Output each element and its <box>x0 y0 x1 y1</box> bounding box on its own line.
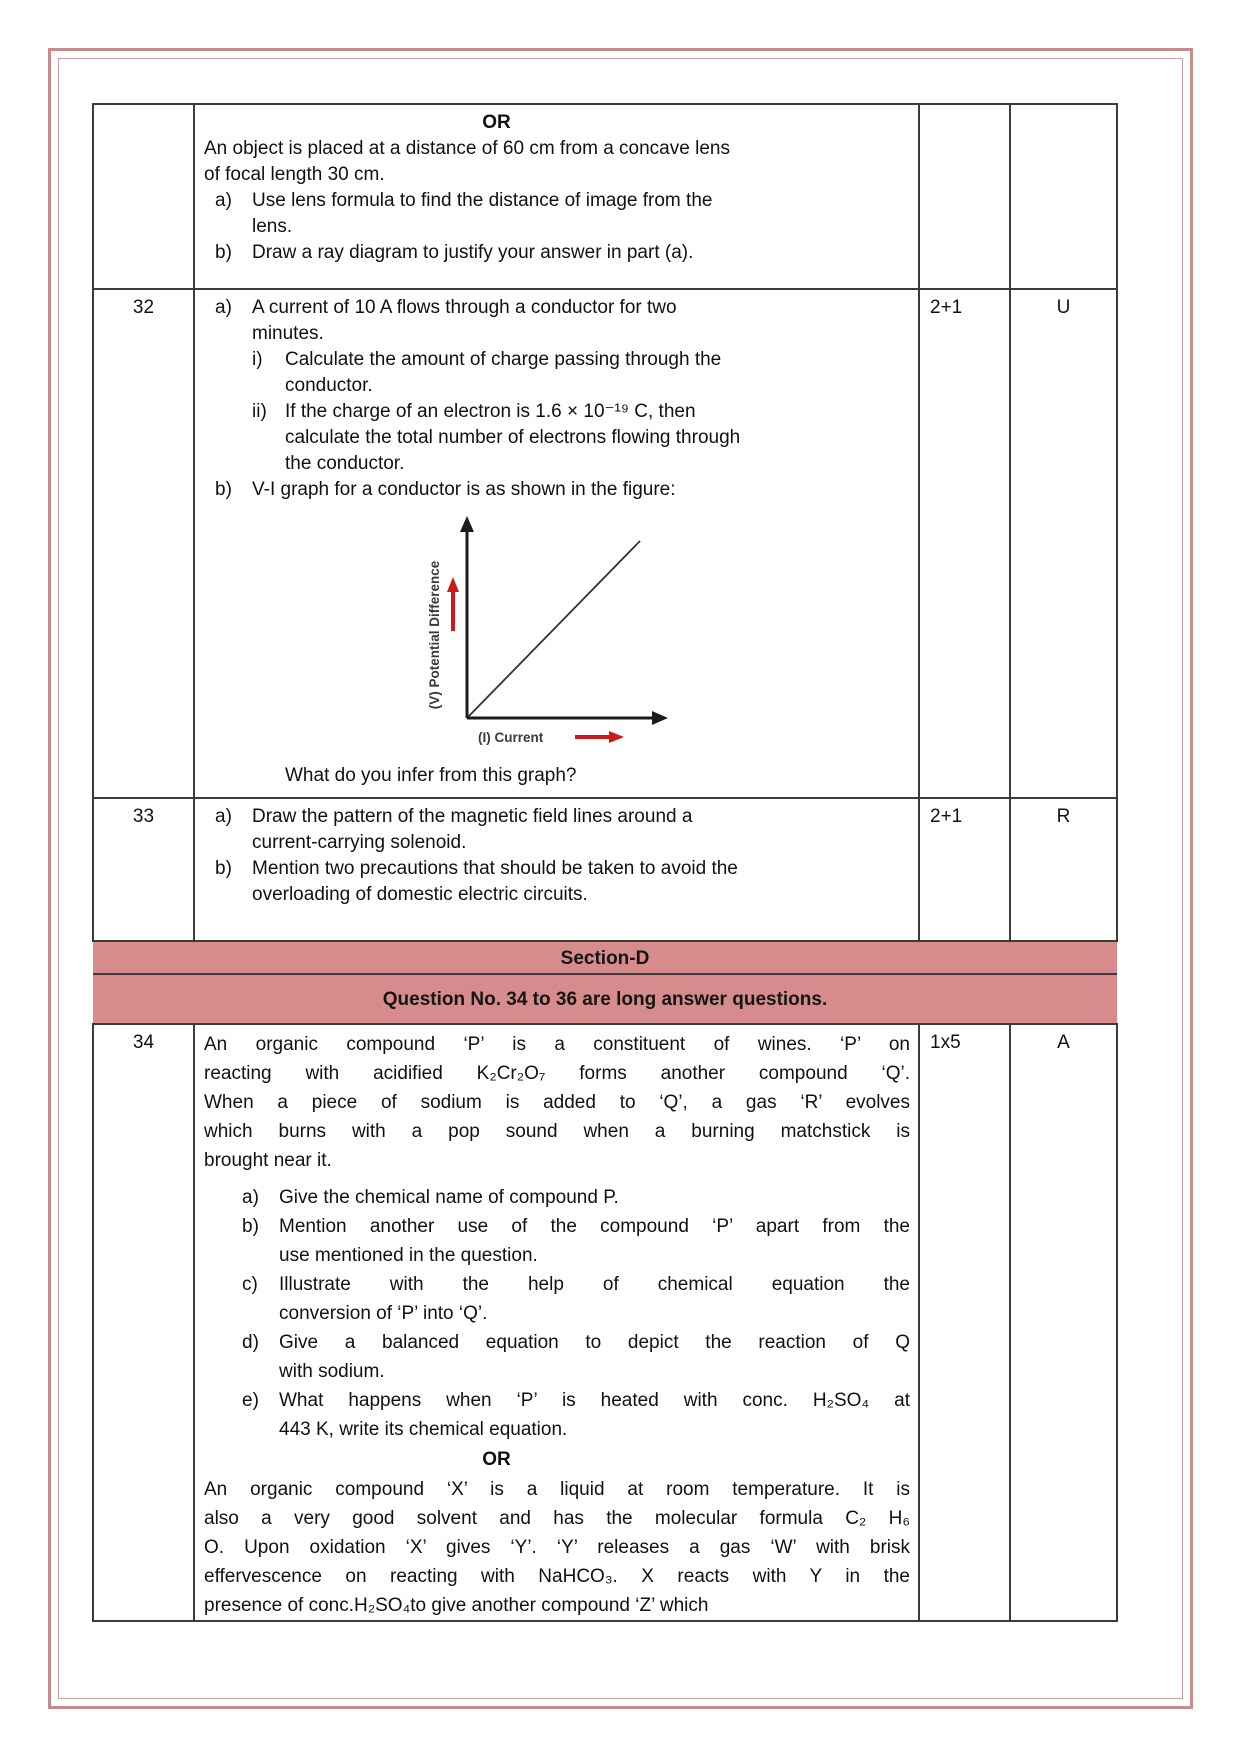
question-text-cell <box>194 1024 919 1621</box>
text-line: Illustrate with the help of chemical equation the <box>279 1274 910 1295</box>
text-line: Give the chemical name of compound P. <box>279 1187 619 1208</box>
question-text-cell <box>194 798 919 941</box>
list-item-a <box>204 804 910 856</box>
marks-cell: 1x5 <box>919 1024 1010 1621</box>
closing-question: What do you infer from this graph? <box>285 765 577 786</box>
text-line: Calculate the amount of charge passing through the <box>285 349 722 370</box>
text-line: When a piece of sodium is added to ‘Q’, a gas ‘R’ evolves <box>204 1092 910 1113</box>
text-line: the conductor. <box>285 453 405 474</box>
competency-cell: U <box>1010 289 1117 798</box>
red-right-arrow-head-icon <box>609 731 624 743</box>
question-number-cell: 34 <box>93 1024 194 1621</box>
section-title: Section-D <box>93 941 1117 974</box>
alternative-question <box>204 1475 910 1620</box>
text-line: Draw a ray diagram to justify your answer in part (a). <box>252 242 694 263</box>
question-number-cell: 32 <box>93 289 194 798</box>
table-row-q33 <box>93 798 1117 941</box>
item-label: b) <box>215 242 232 263</box>
competency-cell: A <box>1010 1024 1117 1621</box>
list-item-a <box>204 295 910 347</box>
text-line: Draw the pattern of the magnetic field lines around a <box>252 806 693 827</box>
item-label: a) <box>215 190 232 211</box>
question-text-cell <box>194 289 919 798</box>
table-row-q31-or <box>93 104 1117 289</box>
text-line: Give a balanced equation to depict the reaction of Q <box>279 1332 910 1353</box>
item-label: e) <box>242 1390 259 1411</box>
text-line: Use lens formula to find the distance of image from the <box>252 190 713 211</box>
list-item-e <box>204 1386 910 1444</box>
item-label: b) <box>242 1216 259 1237</box>
list-item-b <box>204 240 910 266</box>
section-subtitle: Question No. 34 to 36 are long answer questions. <box>93 974 1117 1024</box>
marks-cell: 2+1 <box>919 289 1010 798</box>
text-line: Mention another use of the compound ‘P’ apart from the <box>279 1216 910 1237</box>
marks-cell <box>919 104 1010 289</box>
text-line: Mention two precautions that should be taken to avoid the <box>252 858 738 879</box>
text-line: use mentioned in the question. <box>279 1245 538 1266</box>
question-number-cell: 33 <box>93 798 194 941</box>
y-axis-arrow-icon <box>460 516 474 532</box>
sub-item-i <box>204 347 910 399</box>
item-label: a) <box>215 806 232 827</box>
text-line: An organic compound ‘X’ is a liquid at room temperature. It is <box>204 1479 910 1500</box>
item-label: b) <box>215 858 232 879</box>
item-label: ii) <box>252 401 267 422</box>
text-line: V-I graph for a conductor is as shown in the figure: <box>252 479 676 500</box>
text-line: 443 K, write its chemical equation. <box>279 1419 568 1440</box>
question-intro <box>204 1030 910 1175</box>
text-line: What happens when ‘P’ is heated with conc. H₂SO₄ at <box>279 1390 910 1411</box>
text-line: current-carrying solenoid. <box>252 832 467 853</box>
text-line: An object is placed at a distance of 60 cm from a concave lens <box>204 138 730 159</box>
question-intro <box>204 136 910 188</box>
sub-item-ii <box>204 399 910 477</box>
text-line: reacting with acidified K₂Cr₂O₇ forms another compound ‘Q’. <box>204 1063 910 1084</box>
item-label: i) <box>252 349 263 370</box>
x-axis-label: (I) Current <box>478 730 544 745</box>
text-line: An organic compound ‘P’ is a constituent of wines. ‘P’ on <box>204 1034 910 1055</box>
vi-line <box>467 541 640 718</box>
item-label: b) <box>215 479 232 500</box>
or-separator: OR <box>482 1449 511 1470</box>
section-banner-row <box>93 941 1117 974</box>
vi-graph-figure <box>410 513 910 759</box>
question-text-cell <box>194 104 919 289</box>
table-row-q32 <box>93 289 1117 798</box>
text-line: conversion of ‘P’ into ‘Q’. <box>279 1303 488 1324</box>
table-row-q34 <box>93 1024 1117 1621</box>
marks-cell: 2+1 <box>919 798 1010 941</box>
spacer <box>204 1175 910 1183</box>
item-label: a) <box>215 297 232 318</box>
red-up-arrow-head-icon <box>447 577 459 592</box>
text-line: calculate the total number of electrons flowing through <box>285 427 741 448</box>
text-line: conductor. <box>285 375 373 396</box>
text-line: overloading of domestic electric circuits. <box>252 884 588 905</box>
item-label: a) <box>242 1187 259 1208</box>
list-item-c <box>204 1270 910 1328</box>
text-line: lens. <box>252 216 293 237</box>
question-table <box>92 103 1118 1622</box>
x-axis-arrow-icon <box>652 711 668 725</box>
list-item-d <box>204 1328 910 1386</box>
text-line: If the charge of an electron is 1.6 × 10⁻¹⁹ C, then <box>285 401 696 422</box>
or-separator: OR <box>482 112 511 133</box>
list-item-b <box>204 1212 910 1270</box>
vi-graph-svg <box>410 513 710 751</box>
list-item-b <box>204 856 910 908</box>
y-axis-label: (V) Potential Difference <box>427 560 442 710</box>
list-item-a <box>204 1183 910 1212</box>
text-line: effervescence on reacting with NaHCO₃. X reacts with Y in the <box>204 1566 910 1587</box>
text-line: of focal length 30 cm. <box>204 164 385 185</box>
question-number-cell <box>93 104 194 289</box>
text-line: brought near it. <box>204 1150 332 1171</box>
item-label: c) <box>242 1274 258 1295</box>
text-line: minutes. <box>252 323 324 344</box>
text-line: also a very good solvent and has the molecular formula C₂ H₆ <box>204 1508 910 1529</box>
text-line: with sodium. <box>279 1361 385 1382</box>
text-line: A current of 10 A flows through a conductor for two <box>252 297 677 318</box>
list-item-a <box>204 188 910 240</box>
section-banner-subtitle-row <box>93 974 1117 1024</box>
text-line: presence of conc.H₂SO₄to give another compound ‘Z’ which <box>204 1595 709 1616</box>
list-item-b <box>204 477 910 503</box>
competency-cell <box>1010 104 1117 289</box>
competency-cell: R <box>1010 798 1117 941</box>
text-line: O. Upon oxidation ‘X’ gives ‘Y’. ‘Y’ releases a gas ‘W’ with brisk <box>204 1537 910 1558</box>
text-line: which burns with a pop sound when a burning matchstick is <box>204 1121 910 1142</box>
item-label: d) <box>242 1332 259 1353</box>
